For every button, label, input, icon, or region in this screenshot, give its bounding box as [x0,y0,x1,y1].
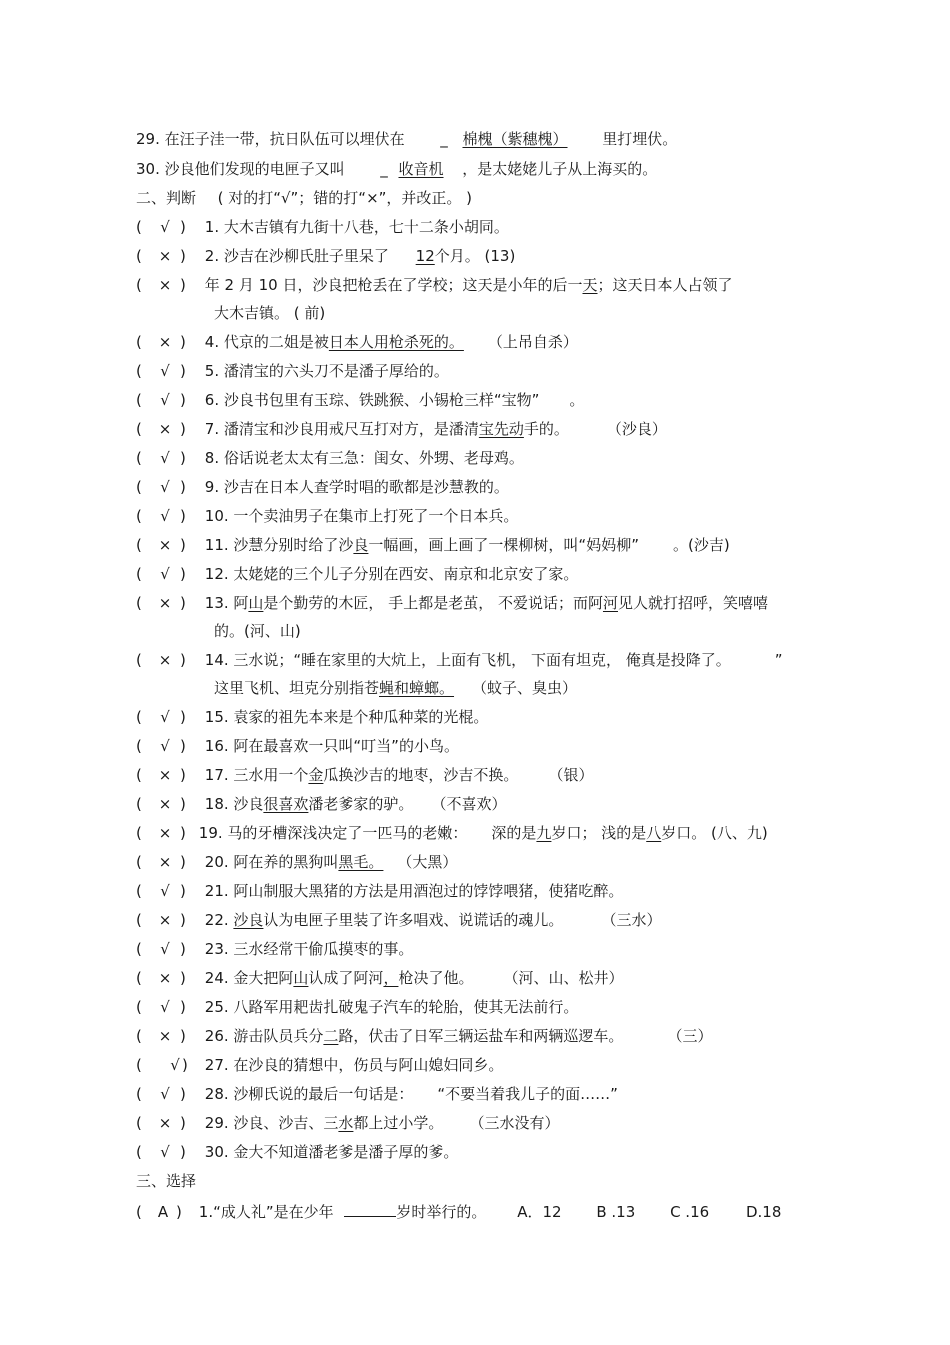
item-text-continued: 这里飞机、坦克分别指苍 [214,679,380,697]
item-text: 2. 沙吉在沙柳氏肚子里呆了 [204,247,389,265]
answer-mark: ( √ ) [136,1085,186,1103]
underlined-text: 很喜欢 [263,795,309,813]
judge-item-24 [136,968,623,990]
item-text-end: 瓜换沙吉的地枣，沙吉不换。 [323,766,519,784]
answer-blank: 收音机 [398,160,444,178]
underlined-text: 金 [308,766,324,784]
judge-item-6 [136,390,584,412]
item-text: 28. 沙柳氏说的最后一句话是： [204,1085,414,1103]
item-text: 25. 八路军用耙齿扎破鬼子汽车的轮胎，使其无法前行。 [204,998,579,1016]
item-text-end: 。 [569,391,585,409]
section-heading-judge [136,188,472,210]
item-text: 20. 阿在养的黑狗叫 [204,853,339,871]
judge-item-16 [136,736,459,758]
item-text: 29. 沙良、沙吉、三 [204,1114,339,1132]
judge-item-13-continuation [214,621,301,643]
judge-item-12 [136,564,578,586]
option-a: A．12 [517,1203,562,1221]
judge-item-25 [136,997,578,1019]
question-text: 1.“成人礼”是在少年 [198,1203,334,1221]
judge-item-13 [136,593,768,615]
judge-item-27 [136,1055,503,1077]
judge-item-26 [136,1026,712,1048]
underlined-text: 山 [248,594,264,612]
item-text-continued: 大木吉镇。 ( 前) [214,304,326,322]
judge-item-7 [136,419,667,441]
underlined-text: 沙良 [233,911,264,929]
item-correction: （上吊自杀） [487,333,578,351]
answer-mark: ( √ ) [136,218,186,236]
underlined-text: 宝先动 [478,420,524,438]
underlined-text: 良 [353,536,369,554]
item-correction: 。(沙吉) [672,536,730,554]
section-heading-choice [136,1171,196,1193]
judge-item-21 [136,881,623,903]
underlined-text: 水 [338,1114,354,1132]
judge-item-23 [136,939,413,961]
underlined-text: 12 [415,247,435,265]
item-text: 年 2 月 10 日，沙良把枪丢在了学校；这天是小年的后一 [204,276,583,294]
item-text: 6. 沙良书包里有玉琮、铁跳猴、小锡枪三样“宝物” [204,391,540,409]
item-text: 30. 金大不知道潘老爹是潘子厚的爹。 [204,1143,459,1161]
fill-question-30 [136,159,657,181]
item-text: 7. 潘清宝和沙良用戒尺互打对方，是潘清 [204,420,479,438]
item-text: 11. 沙慧分别时给了沙 [204,536,354,554]
question-text-end: 里打埋伏。 [602,130,678,148]
underlined-text: 黑毛。 [338,853,384,871]
item-correction: （三水没有） [469,1114,560,1132]
underlined-text: 八 [646,824,662,842]
item-text: 4. 代京的二姐是被 [204,333,329,351]
item-text-end: 个月。 (13) [434,247,516,265]
judge-item-28 [136,1084,618,1106]
item-text: 9. 沙吉在日本人查学时唱的歌都是沙慧教的。 [204,478,509,496]
item-text-end: 潘老爹家的驴。 [308,795,414,813]
item-text: 22. [204,911,234,929]
answer-mark: ( √ ) [136,391,186,409]
underlined-text: 九 [536,824,552,842]
answer-mark: ( √ ) [136,737,186,755]
item-text-end: 都上过小学。 [353,1114,444,1132]
judge-item-17 [136,765,593,787]
answer-mark: ( × ) [136,333,186,351]
judge-item-30 [136,1142,458,1164]
item-text-end: 枪决了他。 [398,969,474,987]
answer-mark: ( × ) [136,824,186,842]
item-text-end: 见人就打招呼，笑嘻嘻 [617,594,768,612]
underlined-text: 蝇和蟑螂。 [379,679,455,697]
item-text: 1. 大木吉镇有九街十八巷，七十二条小胡同。 [204,218,509,236]
underlined-text: ， [383,969,399,987]
answer-mark: ( × ) [136,420,186,438]
question-number: 29. [136,130,160,148]
underlined-text: 河 [602,594,618,612]
judge-item-4 [136,332,578,354]
answer-mark: ( × ) [136,536,186,554]
underlined-text: 日本人用枪杀死的。 [328,333,464,351]
judge-item-22 [136,910,661,932]
judge-item-10 [136,506,518,528]
answer-mark: ( √ ) [136,708,186,726]
answer-mark: ( √ ) [136,362,186,380]
answer-mark: ( √ ) [136,1143,186,1161]
answer-mark: ( √ ) [136,478,186,496]
item-text: 27. 在沙良的猜想中，伤员与阿山媳妇同乡。 [204,1056,504,1074]
item-text-end: 手的。 [523,420,569,438]
item-text-end: 岁口。 (八、九) [661,824,768,842]
answer-mark: ( × ) [136,651,186,669]
item-text: 岁口； 浅的是 [551,824,647,842]
item-text: 10. 一个卖油男子在集市上打死了一个日本兵。 [204,507,519,525]
item-text: 15. 袁家的祖先本来是个种瓜种菜的光棍。 [204,708,489,726]
item-text: 13. 阿 [204,594,249,612]
answer-mark: ( × ) [136,911,186,929]
answer-mark: ( √ ) [136,507,186,525]
item-text: 24. 金大把阿 [204,969,294,987]
item-correction: （沙良） [606,420,667,438]
judge-item-3-continuation [214,303,325,325]
item-text: 23. 三水经常干偷瓜摸枣的事。 [204,940,414,958]
judge-item-5 [136,361,449,383]
item-text: 12. 太姥姥的三个儿子分别在西安、南京和北京安了家。 [204,565,579,583]
underlined-text: 山 [293,969,309,987]
quoted-text: “不要当着我儿子的面……” [437,1085,618,1103]
fill-question-29 [136,129,677,151]
item-text-continued: 的。(河、山) [214,622,301,640]
answer-mark: ( √ ) [136,565,186,583]
option-b: B .13 [596,1203,636,1221]
option-c: C .16 [670,1203,710,1221]
item-text: 14. 三水说；“睡在家里的大炕上，上面有飞机， 下面有坦克， 俺真是投降了。 [204,651,731,669]
item-correction: （三水） [601,911,662,929]
judge-item-18 [136,794,506,816]
closing-quote: ” [774,651,783,669]
question-number: 30. [136,160,160,178]
underlined-text: 二 [323,1027,339,1045]
item-correction: （河、山、松井） [503,969,624,987]
judge-item-19 [136,823,768,845]
judge-item-14-continuation [214,678,577,700]
answer-mark: ( √ ) [136,449,186,467]
judge-item-20 [136,852,457,874]
item-text-end: ；这天日本人占领了 [597,276,733,294]
question-text-end: 岁时举行的。 [396,1203,487,1221]
choice-question-1 [136,1200,781,1222]
answer-mark: ( √ ) [136,882,186,900]
item-correction: （三） [667,1027,713,1045]
item-correction: （银） [548,766,594,784]
section-title: 三、选择 [136,1172,197,1190]
item-text-end: 认为电匣子里装了许多唱戏、说谎话的魂儿。 [263,911,564,929]
answer-mark: ( √ ) [136,998,186,1016]
item-text: 5. 潘清宝的六头刀不是潘子厚给的。 [204,362,449,380]
answer-mark: ( × ) [136,1027,186,1045]
answer-mark: ( √ ) [136,940,186,958]
answer-mark: ( √ ) [136,1056,188,1074]
item-text: 19. 马的牙槽深浅决定了一匹马的老嫩： [198,824,468,842]
judge-item-29 [136,1113,559,1135]
section-instruction: ( 对的打“√”；错的打“×”，并改正。 ) [217,189,473,207]
item-text: 26. 游击队员兵分 [204,1027,324,1045]
underlined-text: 天 [582,276,598,294]
item-correction: （不喜欢） [431,795,507,813]
judge-item-8 [136,448,524,470]
question-text: 沙良他们发现的电匣子又叫 [164,160,345,178]
item-correction: （蚊子、臭虫） [472,679,578,697]
judge-item-9 [136,477,509,499]
item-text: 深的是 [491,824,537,842]
blank-lead: _ [380,160,388,178]
judge-item-14 [136,650,783,672]
item-text: 17. 三水用一个 [204,766,309,784]
item-text-end: 一幅画，画上画了一棵柳树，叫“妈妈柳” [368,536,639,554]
judge-item-2 [136,246,515,268]
question-text-end: ，是太姥姥儿子从上海买的。 [462,160,658,178]
item-text: 8. 俗话说老太太有三急：闺女、外甥、老母鸡。 [204,449,524,467]
answer-mark: ( × ) [136,766,186,784]
judge-item-3 [136,275,733,297]
blank-lead: _ [440,130,448,148]
answer-mark: ( × ) [136,276,186,294]
answer-mark: ( × ) [136,969,186,987]
item-text: 认成了阿河 [308,969,384,987]
answer-mark: ( × ) [136,1114,186,1132]
judge-item-1 [136,217,509,239]
answer-mark: ( A ) [136,1203,182,1221]
judge-item-15 [136,707,488,729]
answer-blank [344,1200,396,1217]
item-correction: （大黑） [397,853,458,871]
question-text: 在汪子洼一带，抗日队伍可以埋伏在 [164,130,405,148]
answer-mark: ( × ) [136,853,186,871]
option-d: D.18 [745,1203,782,1221]
item-text: 16. 阿在最喜欢一只叫“叮当”的小鸟。 [204,737,459,755]
item-text: 18. 沙良 [204,795,264,813]
item-text: 是个勤劳的木匠， 手上都是老茧， 不爱说话；而阿 [263,594,603,612]
answer-mark: ( × ) [136,795,186,813]
section-title: 二、判断 [136,189,197,207]
answer-mark: ( × ) [136,594,186,612]
answer-blank: 棉槐（紫穗槐） [462,130,568,148]
item-text: 21. 阿山制服大黑猪的方法是用酒泡过的饽饽喂猪，使猪吃醉。 [204,882,624,900]
item-text-end: 路，伏击了日军三辆运盐车和两辆巡逻车。 [338,1027,624,1045]
answer-mark: ( × ) [136,247,186,265]
judge-item-11 [136,535,730,557]
